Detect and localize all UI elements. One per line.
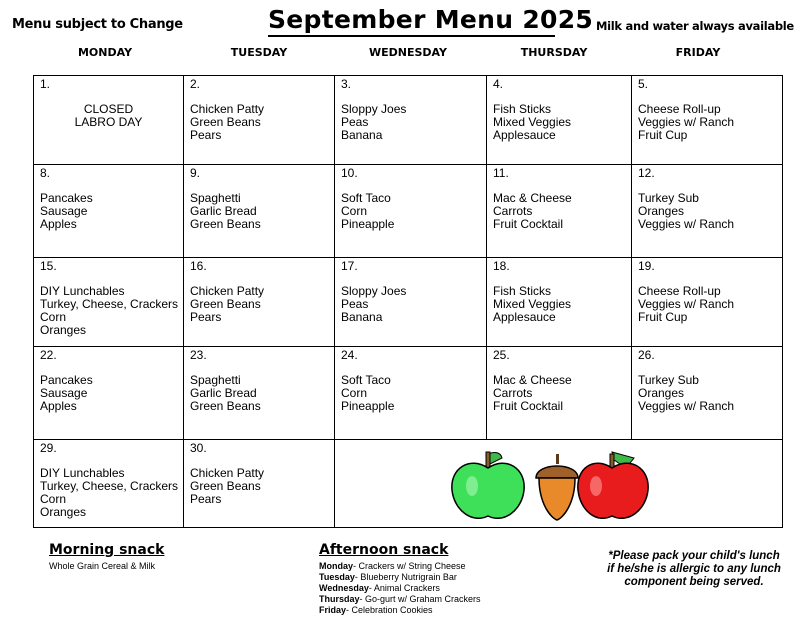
calendar-day-cell — [335, 76, 487, 165]
menu-item: Chicken Patty — [190, 102, 265, 116]
day-header-friday: FRIDAY — [675, 46, 721, 59]
snack-line-thursday: Thursday- Go-gurt w/ Graham Crackers — [319, 594, 481, 604]
menu-item: Pineapple — [341, 399, 395, 413]
closed-label: LABRO DAY — [74, 115, 143, 129]
calendar-day-cell — [34, 258, 184, 347]
day-number: 24. — [341, 348, 358, 362]
snack-line-friday: Friday- Celebration Cookies — [319, 605, 433, 615]
day-number: 5. — [638, 77, 649, 91]
calendar-day-cell — [34, 440, 184, 528]
calendar-day-cell — [335, 347, 487, 440]
menu-item: Veggies w/ Ranch — [638, 217, 735, 231]
menu-item: Apples — [40, 217, 77, 231]
subject-to-change-note: Menu subject to Change — [12, 17, 183, 32]
day-number: 2. — [190, 77, 201, 91]
calendar-day-cell — [335, 165, 487, 258]
calendar-day-cell — [487, 165, 632, 258]
day-header-tuesday: TUESDAY — [230, 46, 288, 59]
calendar-day-cell — [487, 76, 632, 165]
day-number: 3. — [341, 77, 352, 91]
menu-item: Corn — [341, 204, 368, 218]
menu-item: Fruit Cup — [638, 310, 688, 324]
menu-item: Fish Sticks — [493, 102, 552, 116]
day-number: 11. — [493, 166, 509, 180]
menu-item: Garlic Bread — [190, 386, 257, 400]
menu-item: Garlic Bread — [190, 204, 257, 218]
day-number: 23. — [190, 348, 207, 362]
calendar-day-cell — [184, 76, 335, 165]
menu-item: Carrots — [493, 386, 533, 400]
menu-item: Banana — [341, 310, 383, 324]
menu-item: Soft Taco — [341, 373, 391, 387]
menu-item: Fruit Cocktail — [493, 399, 564, 413]
menu-item: Pancakes — [40, 373, 93, 387]
menu-item: Mac & Cheese — [493, 191, 572, 205]
day-number: 9. — [190, 166, 201, 180]
menu-item: Corn — [40, 310, 67, 324]
menu-item: DIY Lunchables — [40, 284, 125, 298]
day-number: 29. — [40, 441, 57, 455]
menu-item: Spaghetti — [190, 191, 241, 205]
afternoon-snack-list — [319, 561, 481, 616]
day-number: 25. — [493, 348, 510, 362]
menu-item: Chicken Patty — [190, 284, 265, 298]
menu-item: Corn — [40, 492, 67, 506]
snack-line-tuesday: Tuesday- Blueberry Nutrigrain Bar — [319, 572, 457, 582]
calendar-day-cell — [184, 258, 335, 347]
calendar-week-row — [34, 440, 783, 528]
calendar-day-cell — [184, 347, 335, 440]
day-number: 10. — [341, 166, 358, 180]
menu-item: Pears — [190, 492, 222, 506]
menu-item: Green Beans — [190, 399, 261, 413]
day-number: 1. — [40, 77, 51, 91]
menu-item: Veggies w/ Ranch — [638, 399, 735, 413]
menu-item: Oranges — [638, 204, 685, 218]
menu-item: Green Beans — [190, 217, 261, 231]
calendar-day-cell — [632, 76, 783, 165]
menu-item: Banana — [341, 128, 383, 142]
menu-calendar — [33, 75, 783, 528]
menu-item: Corn — [341, 386, 368, 400]
menu-item: Pineapple — [341, 217, 395, 231]
day-number: 15. — [40, 259, 57, 273]
day-number: 17. — [341, 259, 358, 273]
menu-item: Oranges — [40, 323, 87, 337]
menu-item: Veggies w/ Ranch — [638, 297, 735, 311]
calendar-day-cell — [632, 165, 783, 258]
menu-item: Peas — [341, 297, 369, 311]
menu-item: Sausage — [40, 386, 88, 400]
menu-item: Pears — [190, 310, 222, 324]
menu-item: Pancakes — [40, 191, 93, 205]
menu-item: Turkey Sub — [638, 191, 699, 205]
apples-acorn-decoration — [450, 446, 650, 526]
menu-item: Mixed Veggies — [493, 297, 572, 311]
menu-item: Fish Sticks — [493, 284, 552, 298]
menu-item: Green Beans — [190, 297, 261, 311]
menu-item: DIY Lunchables — [40, 466, 125, 480]
menu-item: Pears — [190, 128, 222, 142]
calendar-week-row — [34, 76, 783, 165]
menu-item: Green Beans — [190, 115, 261, 129]
day-header-wednesday: WEDNESDAY — [369, 46, 447, 59]
calendar-day-cell — [34, 347, 184, 440]
menu-item: Spaghetti — [190, 373, 241, 387]
menu-item: Apples — [40, 399, 77, 413]
menu-item: Turkey, Cheese, Crackers — [40, 297, 179, 311]
day-number: 26. — [638, 348, 655, 362]
milk-water-note: Milk and water always available — [596, 19, 794, 33]
morning-snack-title: Morning snack — [49, 542, 165, 558]
menu-item: Fruit Cup — [638, 128, 688, 142]
menu-item: Sausage — [40, 204, 88, 218]
menu-item: Oranges — [40, 505, 87, 519]
green-apple-icon — [452, 452, 524, 518]
morning-snack-text: Whole Grain Cereal & Milk — [49, 561, 156, 571]
closed-label: CLOSED — [83, 102, 134, 116]
menu-item: Turkey Sub — [638, 373, 699, 387]
calendar-day-cell — [335, 258, 487, 347]
menu-item: Sloppy Joes — [341, 102, 407, 116]
afternoon-snack-title: Afternoon snack — [319, 542, 449, 558]
menu-item: Chicken Patty — [190, 466, 265, 480]
calendar-week-row — [34, 258, 783, 347]
day-number: 22. — [40, 348, 57, 362]
menu-item: Sloppy Joes — [341, 284, 407, 298]
day-number: 19. — [638, 259, 655, 273]
day-number: 12. — [638, 166, 655, 180]
snack-line-monday: Monday- Crackers w/ String Cheese — [319, 561, 466, 571]
day-number: 8. — [40, 166, 51, 180]
calendar-day-cell — [34, 165, 184, 258]
menu-item: Turkey, Cheese, Crackers — [40, 479, 179, 493]
day-header-thursday: THURSDAY — [520, 46, 588, 59]
snack-line-wednesday: Wednesday- Animal Crackers — [319, 583, 440, 593]
calendar-day-cell — [34, 76, 184, 165]
day-number: 18. — [493, 259, 510, 273]
calendar-day-cell — [184, 440, 335, 528]
menu-item: Green Beans — [190, 479, 261, 493]
menu-item: Peas — [341, 115, 369, 129]
day-header-monday: MONDAY — [77, 46, 133, 59]
page-title: September Menu 2025 — [268, 5, 594, 34]
allergy-note: *Please pack your child's lunch if he/she is allergic to any lunch component being served. — [607, 550, 781, 588]
calendar-day-cell — [487, 347, 632, 440]
menu-item: Soft Taco — [341, 191, 391, 205]
menu-item: Mixed Veggies — [493, 115, 572, 129]
acorn-icon — [536, 454, 578, 520]
menu-item: Oranges — [638, 386, 685, 400]
menu-item: Applesauce — [493, 128, 556, 142]
calendar-day-cell — [487, 258, 632, 347]
menu-item: Veggies w/ Ranch — [638, 115, 735, 129]
menu-item: Applesauce — [493, 310, 556, 324]
title-underline — [268, 35, 555, 37]
menu-item: Cheese Roll-up — [638, 102, 721, 116]
day-number: 16. — [190, 259, 207, 273]
calendar-day-cell — [632, 347, 783, 440]
day-number: 4. — [493, 77, 504, 91]
calendar-day-cell — [632, 258, 783, 347]
calendar-day-cell — [184, 165, 335, 258]
menu-item: Fruit Cocktail — [493, 217, 564, 231]
menu-item: Carrots — [493, 204, 533, 218]
menu-item: Mac & Cheese — [493, 373, 572, 387]
menu-item: Cheese Roll-up — [638, 284, 721, 298]
day-number: 30. — [190, 441, 207, 455]
calendar-week-row — [34, 165, 783, 258]
red-apple-icon — [578, 452, 648, 518]
calendar-week-row — [34, 347, 783, 440]
